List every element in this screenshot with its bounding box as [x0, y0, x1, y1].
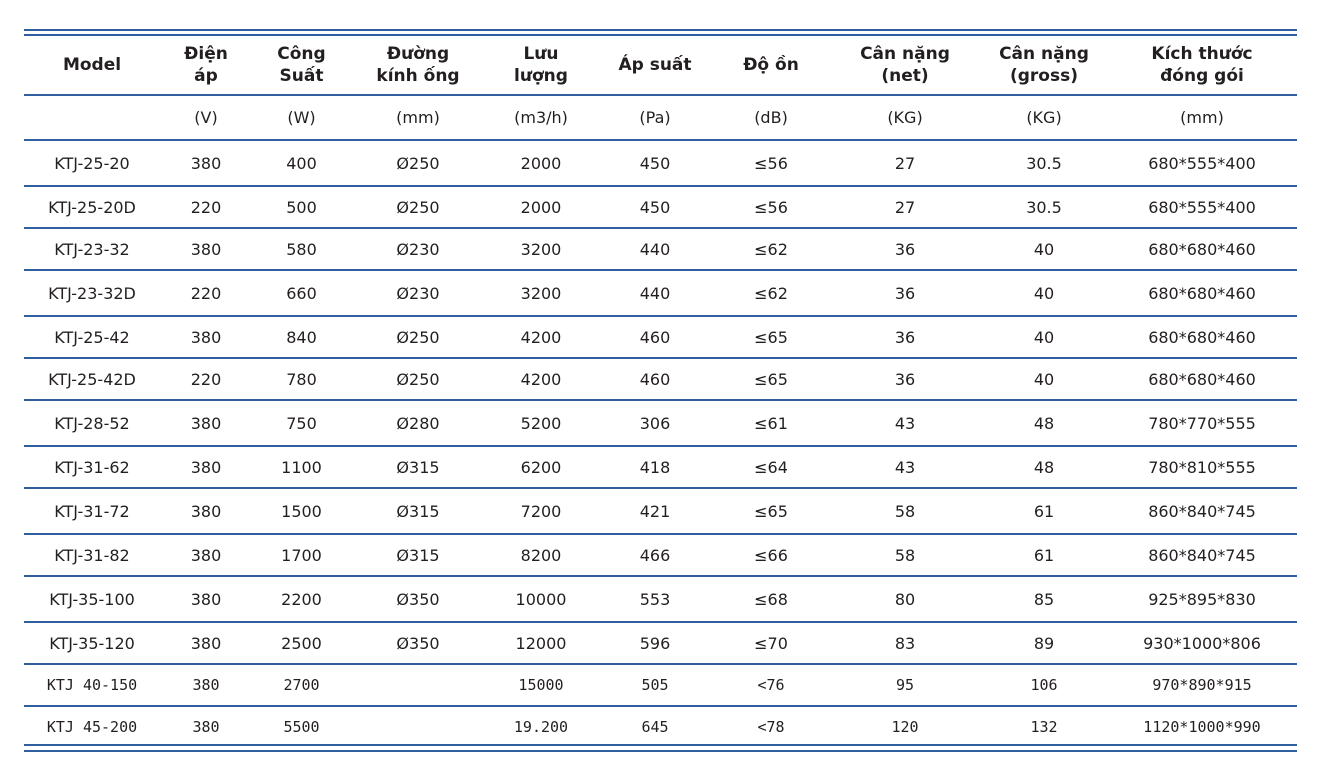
model-cell: KTJ-25-42 [24, 316, 160, 358]
table-cell: Ø250 [351, 186, 485, 228]
table-cell: ≤65 [713, 488, 829, 534]
table-cell: 5500 [283, 718, 320, 736]
header-row [24, 36, 1297, 95]
table-cell: ≤61 [713, 400, 829, 446]
table-cell: 930*1000*806 [1107, 622, 1297, 664]
table-cell: ≤65 [713, 358, 829, 400]
table-cell: 30.5 [981, 186, 1107, 228]
table-cell: 500 [252, 186, 351, 228]
table-cell: 61 [981, 488, 1107, 534]
bottom-double-rule-upper [24, 744, 1297, 746]
table-cell [351, 664, 485, 706]
table-cell: 48 [981, 446, 1107, 488]
table-cell: 2000 [485, 140, 597, 186]
table-cell: 36 [829, 270, 981, 316]
table-cell: 400 [252, 140, 351, 186]
table-cell: ≤65 [713, 316, 829, 358]
table-cell: 780*770*555 [1107, 400, 1297, 446]
table-cell: 220 [160, 358, 252, 400]
table-cell [351, 706, 485, 747]
table-cell: 40 [981, 270, 1107, 316]
unit-cell: (m3/h) [485, 95, 597, 140]
table-cell: 553 [597, 576, 713, 622]
unit-cell: (W) [252, 95, 351, 140]
table-cell: 4200 [485, 316, 597, 358]
table-row [24, 488, 1297, 534]
unit-cell [24, 95, 160, 140]
units-row [24, 95, 1297, 140]
model-cell: KTJ-23-32 [24, 228, 160, 270]
table-cell: 58 [829, 488, 981, 534]
table-cell: 580 [252, 228, 351, 270]
table-row [24, 576, 1297, 622]
model-cell: KTJ-31-62 [24, 446, 160, 488]
spec-table [24, 36, 1297, 747]
table-cell: 380 [160, 576, 252, 622]
table-cell: <76 [713, 664, 829, 706]
table-cell: 680*680*460 [1107, 358, 1297, 400]
table-cell: 680*680*460 [1107, 228, 1297, 270]
table-cell: 380 [160, 622, 252, 664]
col-header-net-weight: Cân nặng (net) [829, 36, 981, 95]
table-cell: 450 [597, 186, 713, 228]
col-header-duct-diameter: Đường kính ống [351, 36, 485, 95]
table-cell: 380 [160, 400, 252, 446]
table-row [24, 228, 1297, 270]
model-cell: KTJ-35-120 [24, 622, 160, 664]
table-cell: 780*810*555 [1107, 446, 1297, 488]
col-header-voltage: Điện áp [160, 36, 252, 95]
table-row [24, 400, 1297, 446]
table-cell: 120 [891, 718, 919, 736]
table-row [24, 622, 1297, 664]
col-header-noise: Độ ồn [713, 36, 829, 95]
table-cell: 2700 [252, 664, 351, 706]
table-cell: Ø230 [351, 270, 485, 316]
unit-cell: (KG) [829, 95, 981, 140]
table-cell: 466 [597, 534, 713, 576]
col-header-pressure: Áp suất [597, 36, 713, 95]
table-cell: 12000 [485, 622, 597, 664]
table-cell: 15000 [485, 664, 597, 706]
table-row [24, 140, 1297, 186]
table-cell: 27 [829, 140, 981, 186]
table-cell: 596 [597, 622, 713, 664]
model-cell: KTJ-25-42D [24, 358, 160, 400]
table-row [24, 358, 1297, 400]
table-cell: ≤64 [713, 446, 829, 488]
table-cell: 80 [829, 576, 981, 622]
table-cell: 418 [597, 446, 713, 488]
table-cell: Ø280 [351, 400, 485, 446]
table-cell: 970*890*915 [1107, 664, 1297, 706]
table-cell: 780 [252, 358, 351, 400]
table-cell: Ø350 [351, 576, 485, 622]
model-cell: KTJ 40-150 [24, 664, 160, 706]
unit-cell: (mm) [351, 95, 485, 140]
unit-cell: (Pa) [597, 95, 713, 140]
table-cell: 89 [981, 622, 1107, 664]
table-body [24, 140, 1297, 747]
table-cell: 680*555*400 [1107, 140, 1297, 186]
table-cell: 1500 [252, 488, 351, 534]
table-row [24, 270, 1297, 316]
table-cell: 421 [597, 488, 713, 534]
col-header-package-size: Kích thước đóng gói [1107, 36, 1297, 95]
col-header-model: Model [24, 36, 160, 95]
table-cell: 43 [829, 446, 981, 488]
table-cell: 43 [829, 400, 981, 446]
model-cell: KTJ-28-52 [24, 400, 160, 446]
table-cell: Ø315 [351, 446, 485, 488]
model-cell: KTJ-31-72 [24, 488, 160, 534]
table-cell: 4200 [485, 358, 597, 400]
table-cell: 505 [597, 664, 713, 706]
model-cell: KTJ-25-20D [24, 186, 160, 228]
table-cell: 2200 [252, 576, 351, 622]
table-cell: ≤66 [713, 534, 829, 576]
table-cell: 8200 [485, 534, 597, 576]
col-header-power: Công Suất [252, 36, 351, 95]
table-cell: ≤70 [713, 622, 829, 664]
table-row [24, 706, 1297, 747]
table-cell: 220 [160, 270, 252, 316]
table-cell: 460 [597, 358, 713, 400]
table-cell: 440 [597, 270, 713, 316]
table-cell: 440 [597, 228, 713, 270]
table-cell: 925*895*830 [1107, 576, 1297, 622]
table-row [24, 446, 1297, 488]
table-cell: 750 [252, 400, 351, 446]
table-cell: 85 [981, 576, 1107, 622]
table-cell: 450 [597, 140, 713, 186]
table-cell: 3200 [485, 228, 597, 270]
table-cell: 1700 [252, 534, 351, 576]
top-double-rule-upper [24, 29, 1297, 31]
table-cell: ≤62 [713, 228, 829, 270]
table-cell: 1120*1000*990 [1143, 718, 1261, 736]
table-cell: 3200 [485, 270, 597, 316]
table-cell: 61 [981, 534, 1107, 576]
table-cell: 840 [252, 316, 351, 358]
table-cell: <78 [757, 718, 785, 736]
table-cell: Ø315 [351, 488, 485, 534]
table-cell: 380 [160, 316, 252, 358]
table-row [24, 534, 1297, 576]
table-cell: 7200 [485, 488, 597, 534]
model-cell: KTJ-31-82 [24, 534, 160, 576]
table-cell: Ø250 [351, 140, 485, 186]
table-cell: 106 [981, 664, 1107, 706]
table-cell: 6200 [485, 446, 597, 488]
table-cell: 380 [160, 140, 252, 186]
table-cell: 380 [160, 446, 252, 488]
unit-cell: (KG) [981, 95, 1107, 140]
table-cell: 40 [981, 358, 1107, 400]
table-cell: ≤68 [713, 576, 829, 622]
table-cell: 19.200 [513, 718, 569, 736]
table-cell: Ø315 [351, 534, 485, 576]
table-cell: 132 [1030, 718, 1058, 736]
table-cell: Ø350 [351, 622, 485, 664]
table-cell: ≤56 [713, 186, 829, 228]
table-row [24, 316, 1297, 358]
table-cell: ≤56 [713, 140, 829, 186]
model-cell: KTJ 45-200 [46, 718, 138, 736]
table-cell: 306 [597, 400, 713, 446]
table-cell: 460 [597, 316, 713, 358]
table-cell: 680*680*460 [1107, 270, 1297, 316]
table-cell: 2500 [252, 622, 351, 664]
unit-cell: (dB) [713, 95, 829, 140]
table-cell: 380 [160, 534, 252, 576]
table-cell: 27 [829, 186, 981, 228]
unit-cell: (mm) [1107, 95, 1297, 140]
table-cell: Ø250 [351, 358, 485, 400]
table-cell: 95 [829, 664, 981, 706]
table-cell: 680*680*460 [1107, 316, 1297, 358]
table-cell: 380 [192, 718, 220, 736]
model-cell: KTJ-25-20 [24, 140, 160, 186]
table-cell: 1100 [252, 446, 351, 488]
unit-cell: (V) [160, 95, 252, 140]
table-cell: 40 [981, 316, 1107, 358]
table-cell: 380 [160, 664, 252, 706]
table-cell: 220 [160, 186, 252, 228]
table-cell: 645 [641, 718, 669, 736]
table-cell: ≤62 [713, 270, 829, 316]
table-cell: Ø230 [351, 228, 485, 270]
table-cell: 36 [829, 228, 981, 270]
table-row [24, 186, 1297, 228]
table-cell: 30.5 [981, 140, 1107, 186]
table-cell: 36 [829, 316, 981, 358]
col-header-airflow: Lưu lượng [485, 36, 597, 95]
table-cell: 36 [829, 358, 981, 400]
table-cell: 40 [981, 228, 1107, 270]
table-cell: 860*840*745 [1107, 488, 1297, 534]
table-cell: 10000 [485, 576, 597, 622]
bottom-double-rule-lower [24, 750, 1297, 752]
table-cell: 660 [252, 270, 351, 316]
table-cell: 680*555*400 [1107, 186, 1297, 228]
table-cell: Ø250 [351, 316, 485, 358]
table-cell: 58 [829, 534, 981, 576]
table-cell: 5200 [485, 400, 597, 446]
model-cell: KTJ-35-100 [24, 576, 160, 622]
table-cell: 2000 [485, 186, 597, 228]
table-cell: 860*840*745 [1107, 534, 1297, 576]
model-cell: KTJ-23-32D [24, 270, 160, 316]
table-cell: 83 [829, 622, 981, 664]
table-cell: 380 [160, 228, 252, 270]
table-row [24, 664, 1297, 706]
col-header-gross-weight: Cân nặng (gross) [981, 36, 1107, 95]
table-cell: 380 [160, 488, 252, 534]
table-cell: 48 [981, 400, 1107, 446]
